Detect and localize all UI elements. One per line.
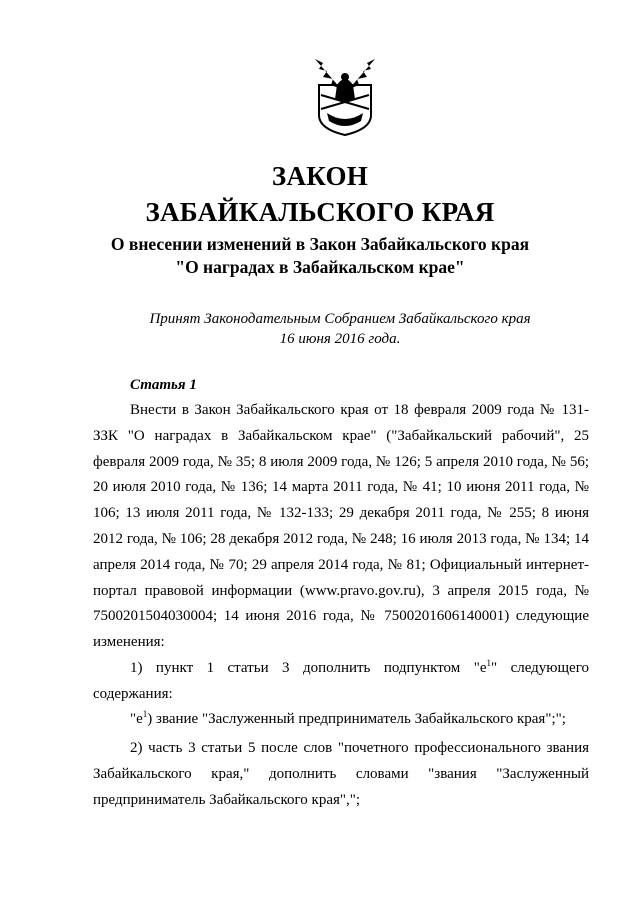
item1-text-before: 1) пункт 1 статьи 3 дополнить подпунктом "е bbox=[130, 660, 487, 676]
coat-of-arms-emblem bbox=[311, 55, 379, 137]
law-subject-line1: О внесении изменений в Закон Забайкальского края bbox=[110, 234, 530, 254]
region-title: ЗАБАЙКАЛЬСКОГО КРАЯ bbox=[145, 197, 495, 227]
adoption-date: 16 июня 2016 года. bbox=[279, 331, 401, 347]
amendment-item-2: 2) часть 3 статьи 5 после слов "почетного профессионального звания Забайкальского края," дополнить словами "звания "Заслуженный предприниматель Забайкальского края","; bbox=[93, 740, 589, 808]
article-main-paragraph: Внести в Закон Забайкальского края от 18 февраля 2009 года № 131-ЗЗК "О наградах в Забайкальском крае" ("Забайкальский рабочий", 25 февраля 2009 года, № 35; 8 июля 2009 года, № 126; 5 апреля 2010 года, № 56; 20 июля 2010 года, № 136; 14 марта 2011 года, № 41; 10 июня 2011 года, № 106; 13 июля 2011 года, № 132-133; 29 декабря 2011 года, № 255; 8 июня 2012 года, № 106; 28 декабря 2012 года, № 248; 16 июля 2013 года, № 134; 14 апреля 2014 года, № 70; 29 апреля 2014 года, № 81; Официальный интернет-портал правовой информации (www.pravo.gov.ru), 3 апреля 2015 года, № 7500201504030004; 14 июня 2016 года, № 7500201606140001) следующие изменения: bbox=[93, 402, 589, 651]
article-heading: Статья 1 bbox=[130, 377, 197, 393]
quote-superscript: 1 bbox=[142, 709, 148, 719]
law-title: ЗАКОН bbox=[271, 161, 369, 191]
quote-text-before: "е bbox=[130, 711, 143, 727]
item1-text-after: " следующего содержания: bbox=[93, 660, 589, 702]
item1-superscript: 1 bbox=[486, 658, 491, 668]
amendment-quote bbox=[93, 707, 589, 733]
eagle-body bbox=[335, 79, 355, 102]
adoption-note: Принят Законодательным Собранием Забайкальского края bbox=[149, 311, 531, 327]
quote-text-after: ) звание "Заслуженный предприниматель Забайкальского края";"; bbox=[147, 711, 566, 727]
law-subject-line2: "О наградах в Забайкальском крае" bbox=[175, 257, 465, 277]
amendment-item-1 bbox=[93, 656, 589, 708]
